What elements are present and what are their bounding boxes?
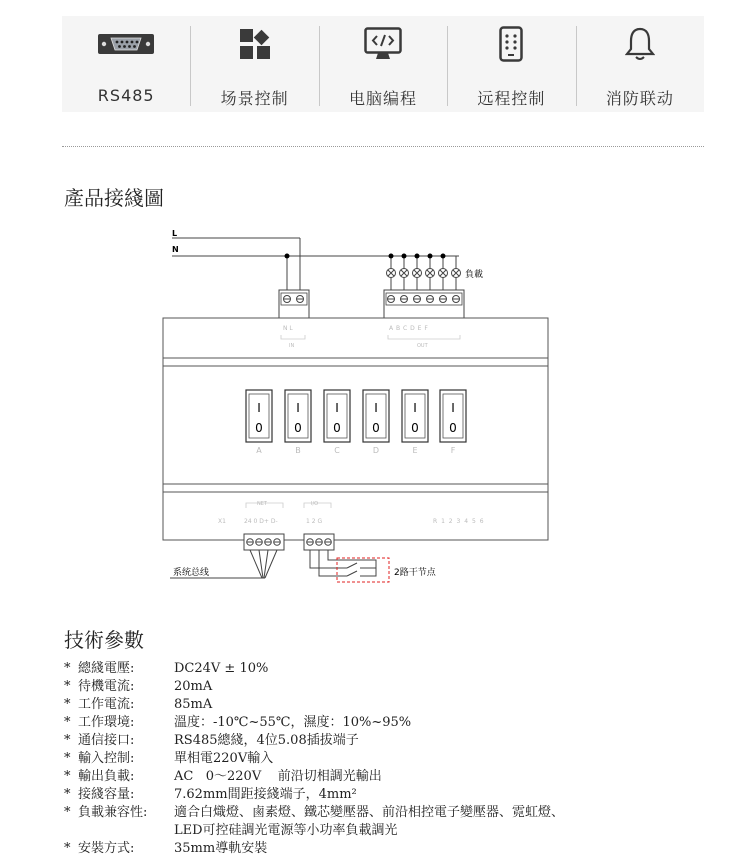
feature-label: RS485 xyxy=(97,86,155,105)
status-label: R 1 2 3 4 5 6 xyxy=(433,518,485,525)
phone-remote-icon xyxy=(499,24,523,64)
feature-remote xyxy=(447,16,575,112)
module-body xyxy=(163,318,548,540)
switch-channel-label: B xyxy=(295,446,301,455)
x1-label: X1 xyxy=(218,518,226,525)
switch-off-label: 0 xyxy=(372,421,380,435)
dry-contact-box xyxy=(337,558,389,582)
spec-row xyxy=(64,732,714,750)
specs-title: 技術參數 xyxy=(64,628,144,652)
output-group-label: OUT xyxy=(417,343,428,349)
feature-rs485 xyxy=(62,16,190,112)
switch-on-label: I xyxy=(413,401,417,415)
bullet-star-icon: * xyxy=(64,697,71,712)
feature-label: 消防联动 xyxy=(605,89,674,108)
load-lamps xyxy=(387,254,461,293)
switch-off-label: 0 xyxy=(333,421,341,435)
wiring-title: 產品接綫圖 xyxy=(64,186,164,210)
switch-channel-label: A xyxy=(256,446,262,455)
io-terminal-block xyxy=(304,534,334,550)
spec-value: 單相電220V輸入 xyxy=(174,751,274,766)
power-terminal-block xyxy=(279,290,309,318)
spec-key: 安裝方式: xyxy=(78,841,135,856)
switch-on-label: I xyxy=(335,401,339,415)
spec-key: 接綫容量: xyxy=(78,787,135,802)
feature-scene xyxy=(190,16,318,112)
switch-off-label: 0 xyxy=(255,421,263,435)
section-divider xyxy=(62,146,704,147)
switch-off-label: 0 xyxy=(294,421,302,435)
feature-programming xyxy=(319,16,447,112)
spec-key: 工作環境: xyxy=(78,715,135,730)
spec-row xyxy=(64,714,714,732)
line-n-label: N xyxy=(172,245,179,254)
bullet-star-icon: * xyxy=(64,715,71,730)
dry-contact-label: 2路干节点 xyxy=(394,568,436,578)
spec-row xyxy=(64,750,714,768)
switch-on-label: I xyxy=(451,401,455,415)
bullet-star-icon: * xyxy=(64,841,71,856)
io-label: I/O xyxy=(311,501,319,507)
spec-row xyxy=(64,804,714,840)
bullet-star-icon: * xyxy=(64,751,71,766)
spec-key: 通信接口: xyxy=(78,733,135,748)
bus-label: 系统总线 xyxy=(173,568,210,578)
switch-channel-label: C xyxy=(334,446,340,455)
output-terminal-block xyxy=(384,290,464,318)
spec-value: 適合白熾燈、鹵素燈、鐵芯變壓器、前沿相控電子變壓器、霓虹燈、 LED可控硅調光電源等小功率負載調光 xyxy=(174,805,565,838)
scene-grid-icon xyxy=(239,24,271,64)
spec-row xyxy=(64,660,714,678)
bullet-star-icon: * xyxy=(64,769,71,784)
bell-icon xyxy=(625,24,655,64)
power-group-label: IN xyxy=(289,343,295,349)
feature-label: 电脑编程 xyxy=(349,89,418,108)
switch-on-label: I xyxy=(296,401,300,415)
spec-row xyxy=(64,768,714,786)
spec-value: 35mm導軌安裝 xyxy=(174,841,268,856)
net-terminals: 24 0 D+ D- xyxy=(244,518,278,525)
output-terminal-labels: A B C D E F xyxy=(389,325,429,332)
rs485-connector-icon xyxy=(97,24,155,64)
spec-key: 待機電流: xyxy=(78,679,135,694)
switch-on-label: I xyxy=(374,401,378,415)
switch-channel-label: D xyxy=(372,446,380,455)
feature-fire-linkage xyxy=(576,16,704,112)
bullet-star-icon: * xyxy=(64,661,71,676)
feature-label: 远程控制 xyxy=(477,89,546,108)
feature-bar xyxy=(62,16,704,112)
bullet-star-icon: * xyxy=(64,805,71,820)
line-l-label: L xyxy=(172,229,178,238)
switch-channel-label: F xyxy=(450,446,456,455)
wiring-diagram xyxy=(0,210,750,590)
load-label: 負載 xyxy=(465,270,484,280)
bus-terminal-block xyxy=(244,534,284,550)
spec-value: 溫度：-10℃~55℃，濕度：10%~95% xyxy=(174,715,412,730)
switch-off-label: 0 xyxy=(449,421,457,435)
spec-row xyxy=(64,696,714,714)
spec-value: DC24V ± 10% xyxy=(174,661,269,676)
spec-row xyxy=(64,840,714,858)
feature-label: 场景控制 xyxy=(220,89,289,108)
spec-value: AC 0～220V 前沿切相調光輸出 xyxy=(174,769,382,784)
switch-channel-label: E xyxy=(412,446,418,455)
spec-value: RS485總綫，4位5.08插拔端子 xyxy=(174,733,359,748)
spec-key: 總綫電壓: xyxy=(78,661,135,676)
spec-list xyxy=(64,660,714,858)
bullet-star-icon: * xyxy=(64,733,71,748)
io-terminals: 1 2 G xyxy=(306,518,323,525)
spec-key: 工作電流: xyxy=(78,697,135,712)
spec-key: 負載兼容性: xyxy=(78,805,148,820)
spec-row xyxy=(64,786,714,804)
junction-dot xyxy=(285,254,290,259)
bullet-star-icon: * xyxy=(64,679,71,694)
switch-on-label: I xyxy=(257,401,261,415)
spec-value: 7.62mm間距接綫端子，4mm² xyxy=(174,787,357,802)
spec-value: 20mA xyxy=(174,679,213,694)
spec-key: 輸入控制: xyxy=(78,751,135,766)
spec-row xyxy=(64,678,714,696)
dry-contact-wires xyxy=(310,550,376,576)
spec-value: 85mA xyxy=(174,697,213,712)
bullet-star-icon: * xyxy=(64,787,71,802)
power-terminal-labels: N L xyxy=(283,325,293,332)
net-label: NET xyxy=(257,501,267,507)
computer-code-icon xyxy=(364,24,402,64)
spec-key: 輸出負載: xyxy=(78,769,135,784)
switch-off-label: 0 xyxy=(411,421,419,435)
